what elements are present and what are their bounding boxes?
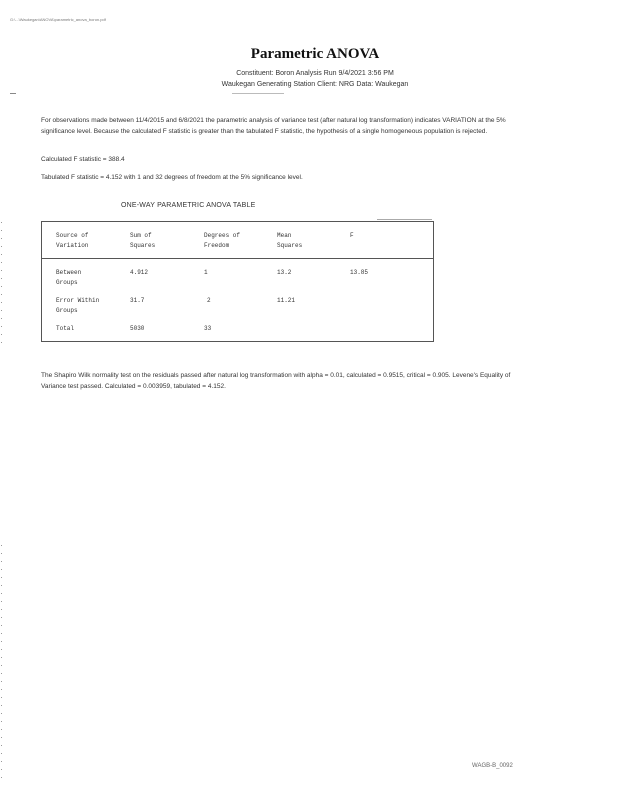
intro-paragraph (41, 116, 517, 137)
footer-document-code: WAGB-B_0092 (472, 763, 513, 769)
header-mean-squares: Mean Squares (277, 232, 303, 249)
row-between-source: Between Groups (56, 269, 82, 286)
footnote-text: The Shapiro Wilk normality test on the residuals passed after natural log transformation with alpha = 0.01, calculated = 0.9515, critical = 0.905. Levene's Equality of Variance test passed. Calculated = 0.003959, tabulated = 4.152. (41, 372, 511, 390)
document-header-path: G:\...\Waukegan\ANOVA\parametric_anova_boron.pdf (10, 17, 106, 22)
row-between-f: 13.85 (350, 269, 369, 276)
anova-table (41, 221, 434, 342)
left-margin-marks-lower (1, 545, 3, 785)
header-f: F (350, 232, 354, 239)
site-info: Waukegan Generating Station Client: NRG Data: Waukegan (221, 81, 409, 88)
row-error-source: Error Within Groups (56, 297, 100, 314)
row-error-sum: 31.7 (130, 297, 145, 304)
row-error-mean: 11.21 (277, 297, 296, 304)
row-total-source: Total (56, 325, 75, 332)
header-sum-of-squares: Sum of Squares (130, 232, 156, 249)
intro-text: For observations made between 11/4/2015 and 6/8/2021 the parametric analysis of variance test (after natural log transformation) indicates VARIATION at the 5% significance level. Because the calculated F statistic is greater than the tabulated F statistic, the hypothesis of a single homogeneous population is rejected. (41, 117, 506, 135)
header-source: Source of Variation (56, 232, 89, 249)
header-divider (42, 258, 433, 259)
tabulated-f-paragraph (41, 173, 517, 184)
page-title: Parametric ANOVA (250, 46, 380, 62)
left-margin-marks (1, 222, 3, 350)
calculated-f-text: Calculated F statistic = 388.4 (41, 156, 125, 163)
row-total-df: 33 (204, 325, 212, 332)
left-tick-rule (10, 93, 16, 94)
row-between-sum: 4.912 (130, 269, 149, 276)
table-corner-rule (377, 219, 432, 220)
subtitle-rule (232, 93, 284, 94)
analysis-info: Constituent: Boron Analysis Run 9/4/2021 3:56 PM (236, 70, 394, 77)
footnote-paragraph (41, 371, 517, 392)
tabulated-f-text: Tabulated F statistic = 4.152 with 1 and 32 degrees of freedom at the 5% significance level. (41, 174, 303, 181)
row-between-mean: 13.2 (277, 269, 292, 276)
calculated-f-paragraph (41, 155, 517, 166)
row-total-sum: 5030 (130, 325, 145, 332)
row-between-df: 1 (204, 269, 208, 276)
row-error-df: 2 (207, 297, 211, 304)
header-degrees-of-freedom: Degrees of Freedom (204, 232, 241, 249)
anova-table-title: ONE-WAY PARAMETRIC ANOVA TABLE (121, 202, 256, 209)
